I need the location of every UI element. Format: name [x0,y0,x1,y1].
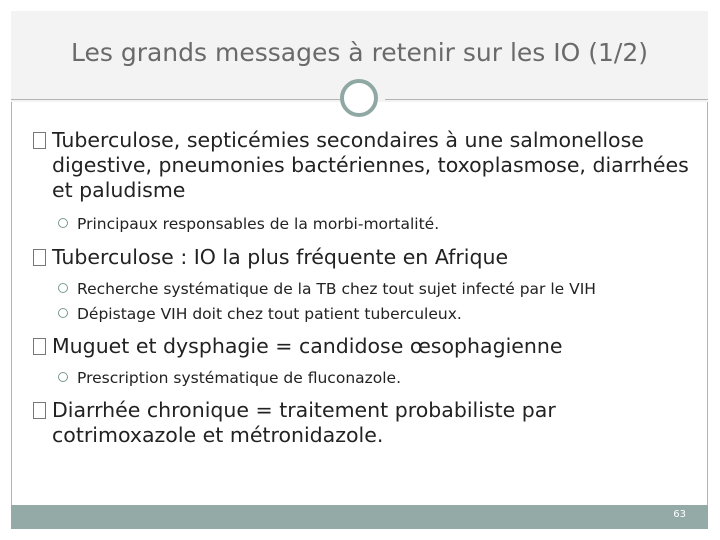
sub-bullet-item [33,303,698,325]
sub-bullet-item [33,213,698,235]
bullet-item [33,128,698,203]
bullet-text: Diarrhée chronique = traitement probabiliste par cotrimoxazole et métronidazole. [52,398,556,447]
circle-ornament [340,79,378,117]
circle-bullet-icon [58,308,68,318]
bullet-item [33,334,698,359]
sub-bullet-item [33,278,698,300]
bullet-text: Tuberculose, septicémies secondaires à une salmonellose digestive, pneumonies bactériennes, toxoplasmose, diarrhées et paludisme [52,128,689,202]
bullet-box-icon [33,132,46,149]
footer-bar [11,505,708,529]
circle-bullet-icon [58,372,68,382]
sub-bullet-item [33,367,698,389]
sub-bullet-text: Prescription systématique de fluconazole. [77,369,402,387]
title-divider-right [385,99,708,100]
page-number: 63 [673,509,686,520]
bullet-item [33,398,698,448]
slide-content [33,128,698,448]
title-divider-left [11,99,343,100]
sub-bullet-text: Principaux responsables de la morbi-mortalité. [77,215,440,233]
bullet-text: Muguet et dysphagie = candidose œsophagienne [52,334,563,358]
circle-bullet-icon [58,218,68,228]
sub-bullet-text: Dépistage VIH doit chez tout patient tuberculeux. [77,305,462,323]
bullet-box-icon [33,402,46,419]
bullet-item [33,245,698,270]
circle-bullet-icon [58,283,68,293]
bullet-box-icon [33,249,46,266]
sub-bullet-text: Recherche systématique de la TB chez tout sujet infecté par le VIH [77,280,596,298]
slide-title: Les grands messages à retenir sur les IO (1/2) [70,38,649,67]
bullet-box-icon [33,338,46,355]
bullet-text: Tuberculose : IO la plus fréquente en Afrique [52,245,509,269]
